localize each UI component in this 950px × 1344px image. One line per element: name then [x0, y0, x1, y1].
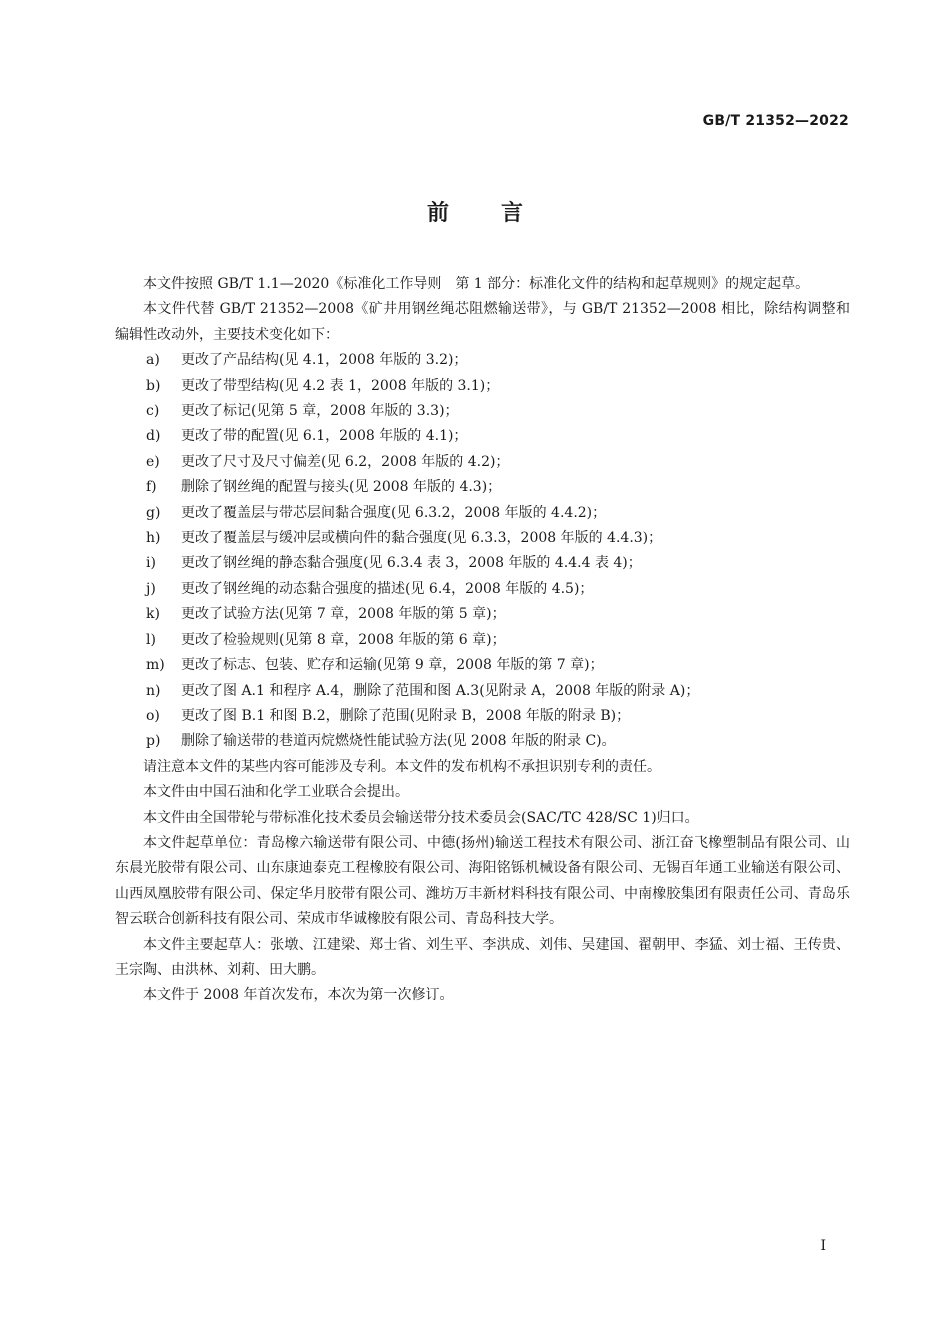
list-item-text: 更改了带的配置(见 6.1，2008 年版的 4.1)； [181, 428, 468, 445]
list-item-text: 更改了钢丝绳的动态黏合强度的描述(见 6.4，2008 年版的 4.5)； [181, 580, 594, 597]
page-title: 前言 [426, 201, 575, 226]
paragraph-patent-notice: 请注意本文件的某些内容可能涉及专利。本文件的发布机构不承担识别专利的责任。 [143, 758, 661, 775]
list-item [115, 551, 850, 576]
list-item [115, 679, 850, 704]
foreword-body [115, 272, 850, 1009]
list-item-label: d) [146, 428, 161, 445]
list-item-text: 更改了图 A.1 和程序 A.4，删除了范围和图 A.3(见附录 A，2008 年版的附录 A)； [181, 682, 700, 699]
list-item-label: c) [146, 403, 160, 420]
list-item-text: 更改了尺寸及尺寸偏差(见 6.2，2008 年版的 4.2)； [181, 453, 510, 470]
list-item [115, 348, 850, 373]
list-item [115, 450, 850, 475]
list-item-text: 更改了覆盖层与缓冲层或横向件的黏合强度(见 6.3.3，2008 年版的 4.4.3)； [181, 530, 663, 547]
list-item-text: 更改了检验规则(见第 8 章，2008 年版的第 6 章)； [181, 631, 506, 648]
list-item-text: 更改了标记(见第 5 章，2008 年版的 3.3)； [181, 403, 459, 420]
paragraph-drafting-units: 本文件起草单位：青岛橡六输送带有限公司、中德(扬州)输送工程技术有限公司、浙江奋飞橡塑制品有限公司、山东晨光胶带有限公司、山东康迪泰克工程橡胶有限公司、海阳铭铄机械设备有限公司、无锡百年通工业输送有限公司、山西凤凰胶带有限公司、保定华月胶带有限公司、潍坊万丰新材料科技有限公司、中南橡胶集团有限责任公司、青岛乐智云联合创新科技有限公司、荣成市华诚橡胶有限公司、青岛科技大学。 [115, 834, 850, 928]
list-item-label: o) [146, 707, 160, 724]
list-item [115, 729, 850, 754]
paragraph-committee: 本文件由全国带轮与带标准化技术委员会输送带分技术委员会(SAC/TC 428/SC 1)归口。 [143, 809, 699, 826]
list-item-label: a) [146, 352, 160, 369]
list-item-text: 更改了产品结构(见 4.1，2008 年版的 3.2)； [181, 352, 468, 369]
list-item-text: 删除了钢丝绳的配置与接头(见 2008 年版的 4.3)； [181, 479, 502, 496]
list-item-label: g) [146, 504, 161, 521]
changes-list [115, 348, 850, 755]
list-item [115, 577, 850, 602]
paragraph-drafters: 本文件主要起草人：张墩、江建梁、郑士省、刘生平、李洪成、刘伟、吴建国、翟朝甲、李猛、刘士福、王传贵、王宗陶、由洪林、刘莉、田大鹏。 [115, 936, 850, 978]
list-item-label: m) [146, 657, 165, 674]
list-item [115, 374, 850, 399]
page-number: I [820, 1238, 826, 1254]
list-item-text: 更改了钢丝绳的静态黏合强度(见 6.3.4 表 3，2008 年版的 4.4.4 表 4)； [181, 555, 642, 572]
list-item-label: p) [146, 733, 161, 750]
list-item-text: 更改了标志、包装、贮存和运输(见第 9 章，2008 年版的第 7 章)； [181, 657, 604, 674]
list-item [115, 628, 850, 653]
list-item-text: 更改了图 B.1 和图 B.2，删除了范围(见附录 B，2008 年版的附录 B)； [181, 707, 631, 724]
list-item [115, 653, 850, 678]
list-item [115, 424, 850, 449]
list-item-text: 更改了带型结构(见 4.2 表 1，2008 年版的 3.1)； [181, 377, 500, 394]
list-item-text: 删除了输送带的巷道丙烷燃烧性能试验方法(见 2008 年版的附录 C)。 [181, 733, 616, 750]
list-item [115, 399, 850, 424]
list-item [115, 526, 850, 551]
list-item [115, 602, 850, 627]
list-item-text: 更改了试验方法(见第 7 章，2008 年版的第 5 章)； [181, 606, 506, 623]
list-item-label: k) [146, 606, 160, 623]
list-item-label: h) [146, 530, 161, 547]
list-item [115, 704, 850, 729]
list-item [115, 475, 850, 500]
list-item [115, 501, 850, 526]
list-item-label: j) [146, 580, 156, 597]
paragraph-drafting-rule: 本文件按照 GB/T 1.1—2020《标准化工作导则 第 1 部分：标准化文件的结构和起草规则》的规定起草。 [143, 276, 810, 292]
standard-code: GB/T 21352—2022 [702, 113, 849, 129]
paragraph-replacement: 本文件代替 GB/T 21352—2008《矿井用钢丝绳芯阻燃输送带》，与 GB/T 21352—2008 相比，除结构调整和编辑性改动外，主要技术变化如下： [115, 301, 850, 343]
list-item-label: e) [146, 453, 160, 470]
list-item-label: f) [146, 479, 157, 496]
list-item-label: i) [146, 555, 156, 572]
paragraph-proposer: 本文件由中国石油和化学工业联合会提出。 [143, 784, 409, 801]
list-item-label: l) [146, 631, 156, 648]
list-item-label: n) [146, 682, 161, 699]
paragraph-history: 本文件于 2008 年首次发布，本次为第一次修订。 [143, 987, 454, 1004]
list-item-text: 更改了覆盖层与带芯层间黏合强度(见 6.3.2，2008 年版的 4.4.2)； [181, 504, 607, 521]
list-item-label: b) [146, 377, 161, 394]
